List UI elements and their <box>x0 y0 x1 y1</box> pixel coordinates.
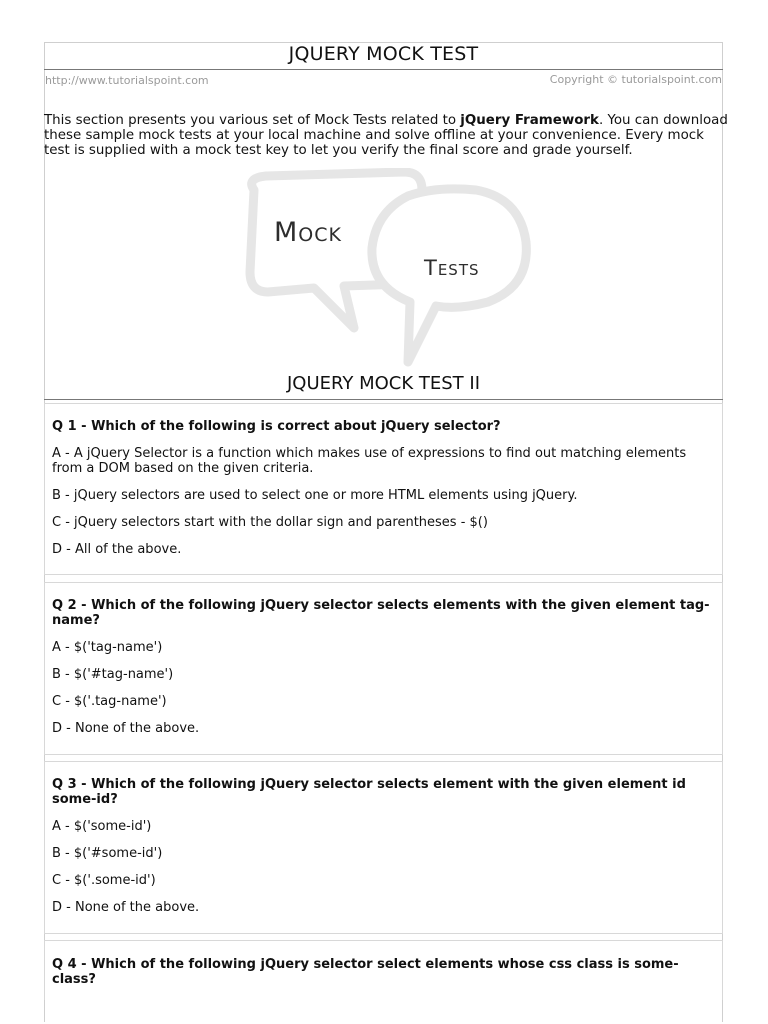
option-c[interactable]: C - $('.tag-name') <box>52 694 167 709</box>
question-text: Q 4 - Which of the following jQuery selector select elements whose css class is some-class? <box>52 957 679 987</box>
header-copyright: Copyright © tutorialspoint.com <box>549 73 722 86</box>
question-card-1 <box>44 403 723 575</box>
option-d[interactable]: D - None of the above. <box>52 900 200 915</box>
option-c[interactable]: C - jQuery selectors start with the dollar sign and parentheses - $() <box>52 515 488 530</box>
option-b[interactable]: B - $('#tag-name') <box>52 667 174 682</box>
option-b[interactable]: B - jQuery selectors are used to select one or more HTML elements using jQuery. <box>52 488 578 503</box>
option-a[interactable]: A - $('some-id') <box>52 819 152 834</box>
option-d[interactable]: D - None of the above. <box>52 721 200 736</box>
option-a[interactable]: A - $('tag-name') <box>52 640 163 655</box>
question-card-4 <box>44 940 723 1000</box>
intro-text-before: This section presents you various set of Mock Tests related to <box>44 113 461 128</box>
intro-paragraph <box>44 113 729 159</box>
option-b[interactable]: B - $('#some-id') <box>52 846 163 861</box>
header-url[interactable]: http://www.tutorialspoint.com <box>45 74 209 87</box>
question-card-3 <box>44 761 723 934</box>
option-a[interactable]: A - A jQuery Selector is a function which makes use of expressions to find out matching elements from a DOM based on the given criteria. <box>52 446 687 476</box>
page-title: JQUERY MOCK TEST <box>44 42 723 70</box>
section-title: JQUERY MOCK TEST II <box>44 372 723 400</box>
option-c[interactable]: C - $('.some-id') <box>52 873 156 888</box>
logo-word-mock: Mock <box>274 217 342 248</box>
intro-text-after: . You can download these sample mock tests at your local machine and solve offline at your convenience. Every mock test is supplied with a mock test key to let you verify the final score and grade yourself. <box>44 113 728 159</box>
question-text: Q 1 - Which of the following is correct about jQuery selector? <box>52 419 501 434</box>
option-d[interactable]: D - All of the above. <box>52 542 182 557</box>
question-text: Q 2 - Which of the following jQuery selector selects elements with the given element tag-name? <box>52 598 710 628</box>
mock-tests-logo <box>236 168 532 368</box>
logo-word-tests: Tests <box>424 256 480 280</box>
intro-bold-term: jQuery Framework <box>460 113 599 128</box>
question-card-2 <box>44 582 723 755</box>
question-text: Q 3 - Which of the following jQuery selector selects element with the given element id some-id? <box>52 777 686 807</box>
